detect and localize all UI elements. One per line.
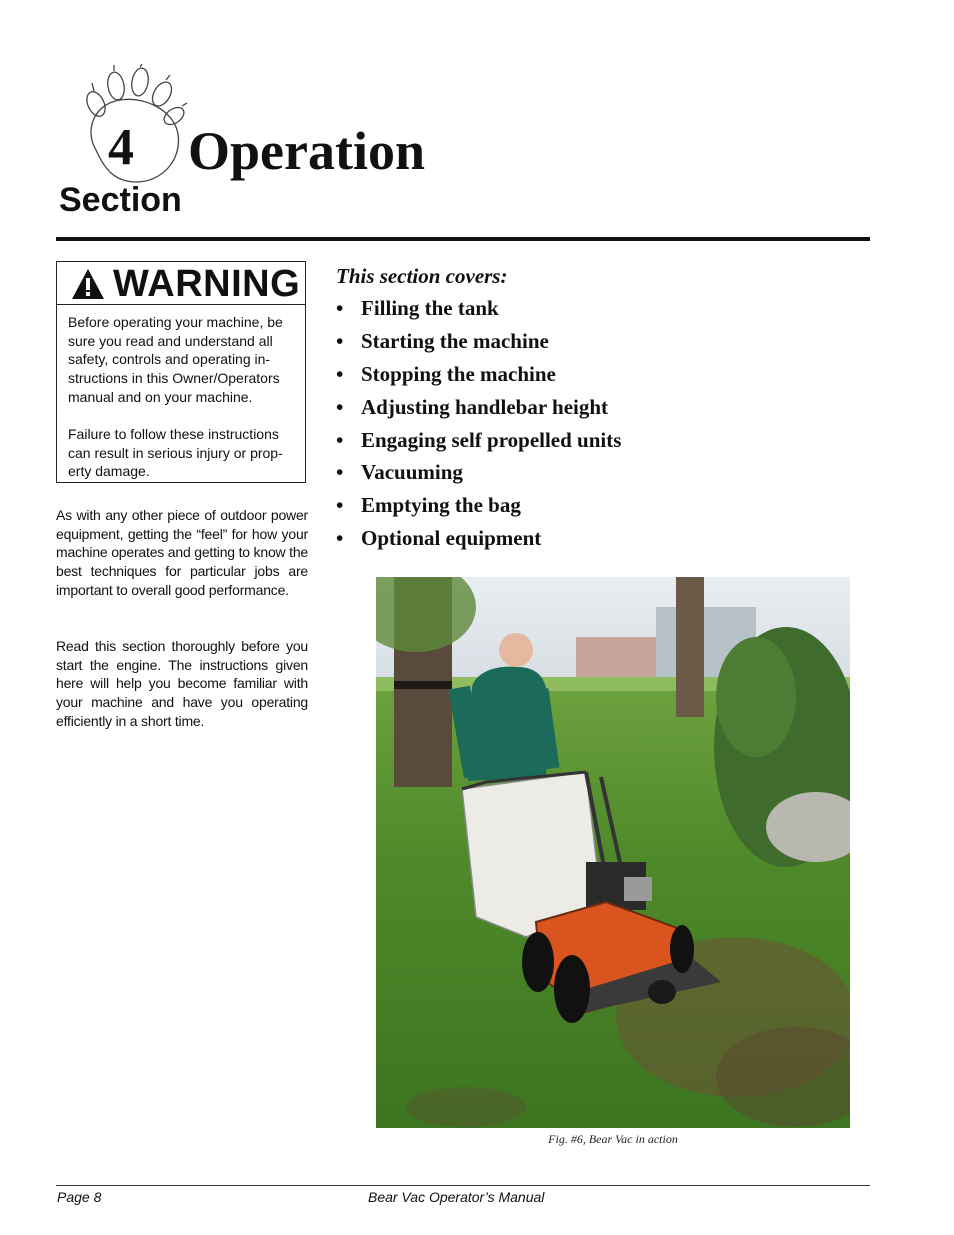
warning-paragraph: Before operating your machine, be sure you read and understand all safety, controls and operating in-structions in this Owner/Operators manual and on your machine.: [68, 314, 283, 405]
covers-list-item: [336, 424, 621, 457]
warning-triangle-icon: [71, 268, 105, 300]
covers-list-item: [336, 522, 621, 555]
covers-list-item: [336, 456, 621, 489]
footer-rule: [56, 1185, 870, 1186]
warning-paragraph: Failure to follow these instructions can result in serious injury or prop-erty damage.: [68, 426, 283, 480]
intro-paragraph: Read this section thoroughly before you start the engine. The instructions given here will help you become familiar with your machine and have you operating efficiently in a short time.: [56, 638, 308, 729]
warning-title: WARNING: [113, 263, 301, 305]
bullet-icon: •: [336, 427, 344, 452]
section-number: 4: [108, 119, 134, 176]
warning-header: [57, 262, 305, 305]
bullet-icon: •: [336, 361, 344, 386]
bullet-icon: •: [336, 493, 344, 518]
page-title: Operation: [188, 121, 425, 181]
covers-heading: This section covers:: [336, 264, 508, 288]
bear-vac-photo: [376, 577, 850, 1128]
footer-manual-title: Bear Vac Operator’s Manual: [368, 1189, 545, 1205]
covers-list: [336, 292, 621, 555]
covers-item-label: Vacuuming: [361, 460, 463, 485]
footer-page-number: Page 8: [57, 1189, 102, 1205]
warning-box: [56, 261, 306, 483]
covers-item-label: Optional equipment: [361, 526, 542, 551]
section-label: Section: [59, 181, 182, 219]
covers-list-item: [336, 358, 621, 391]
covers-item-label: Filling the tank: [361, 296, 499, 320]
intro-paragraph: As with any other piece of outdoor power equipment, getting the “feel” for how your machine operates and getting to know the best techniques for particular jobs are important to overall good performance.: [56, 507, 308, 598]
bullet-icon: •: [336, 328, 344, 353]
covers-item-label: Starting the machine: [361, 328, 549, 353]
covers-list-item: [336, 391, 621, 424]
covers-item-label: Engaging self propelled units: [361, 427, 622, 452]
figure-caption: Fig. #6, Bear Vac in action: [548, 1132, 678, 1146]
covers-item-label: Adjusting handlebar height: [361, 394, 609, 419]
bullet-icon: •: [336, 460, 344, 485]
bullet-icon: •: [336, 526, 344, 551]
covers-item-label: Emptying the bag: [361, 493, 521, 518]
covers-list-item: [336, 489, 621, 522]
bullet-icon: •: [336, 394, 344, 419]
covers-list-item: [336, 292, 621, 325]
covers-item-label: Stopping the machine: [361, 361, 556, 386]
bullet-icon: •: [336, 296, 344, 320]
header-rule: [56, 237, 870, 241]
covers-list-item: [336, 325, 621, 358]
